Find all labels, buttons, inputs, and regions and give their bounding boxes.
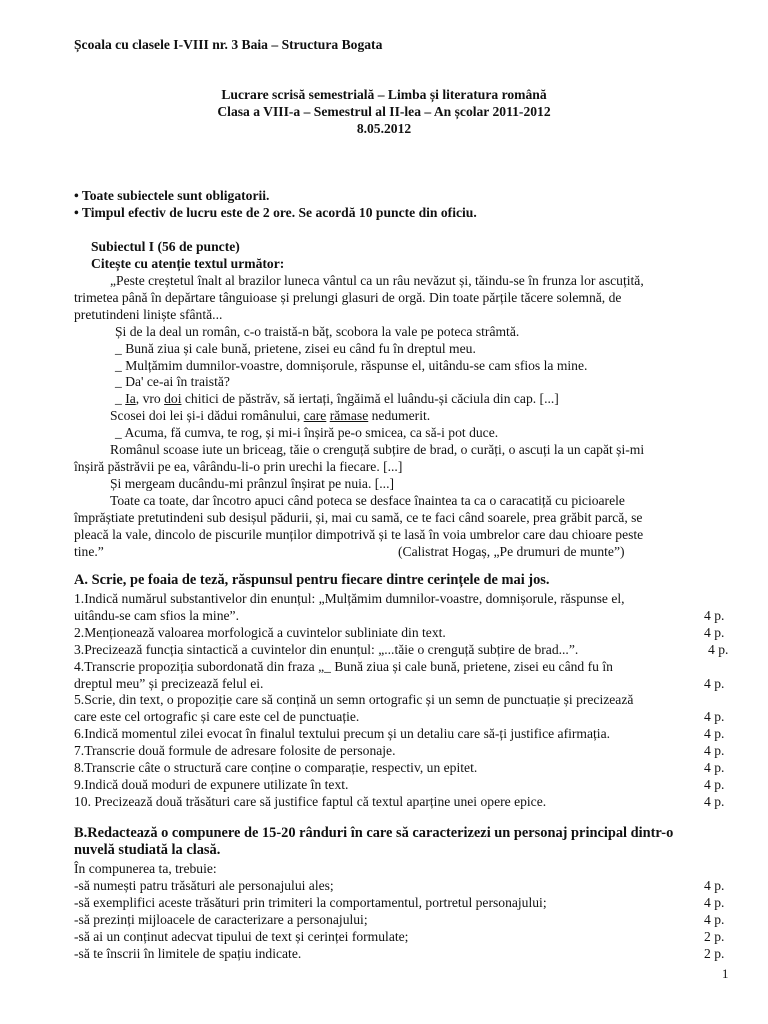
task-line: 8.Transcrie câte o structură care conține o comparație, respectiv, un epitet. (74, 760, 478, 775)
text-segment: nedumerit. (368, 408, 431, 423)
paper-subtitle: Clasa a VIII-a – Semestrul al II-lea – An școlar 2011-2012 (217, 104, 551, 119)
section-a-heading: A. Scrie, pe foaia de teză, răspunsul pentru fiecare dintre cerințele de mai jos. (74, 572, 550, 588)
subject-heading: Subiectul I (56 de puncte) (91, 239, 240, 254)
task-points: 4 p. (704, 743, 725, 758)
dialogue-line: _ Mulțămim dumnilor-voastre, domnișorule, răspunse el, uitându-se cam sfios la mine. (115, 358, 588, 373)
text-line: împrăștiate pretutindeni sub desișul pădurii, și, mai cu samă, ce te faci când soarele, prea grăbit parcă, se (74, 510, 643, 525)
criteria-points: 4 p. (704, 895, 725, 910)
criteria-line: -să ai un conținut adecvat tipului de text și cerinței formulate; (74, 929, 409, 944)
paper-title: Lucrare scrisă semestrială – Limba și literatura română (221, 87, 547, 102)
text-line: „Peste creștetul înalt al brazilor luneca vântul ca un râu nevăzut și, tăindu-se în frunza lor ascuțită, (110, 273, 644, 288)
task-line: 6.Indică momentul zilei evocat în finalul textului precum și un detaliu care să-ți justifice afirmația. (74, 726, 611, 741)
criteria-line: -să exemplifici aceste trăsături prin trimiteri la comportamentul, portretul personajului; (74, 895, 547, 910)
text-segment: , vro (135, 391, 165, 406)
task-points: 4 p. (704, 777, 725, 792)
task-points: 4 p. (704, 608, 725, 623)
dialogue-line: _ Bună ziua și cale bună, prietene, zisei eu când fu în dreptul meu. (115, 341, 476, 356)
text-segment: chitici de păstrăv, să iertați, îngăimă el luându-și căciula din cap. [...] (181, 391, 559, 406)
criteria-points: 4 p. (704, 912, 725, 927)
text-source: (Calistrat Hogaș, „Pe drumuri de munte”) (398, 544, 625, 559)
text-line: înșiră păstrăvii pe ea, vârându-li-o prin urechi la fiecare. [...] (74, 459, 403, 474)
task-line: 2.Menționează valoarea morfologică a cuvintelor subliniate din text. (74, 625, 446, 640)
task-points: 4 p. (704, 676, 725, 691)
task-line: 9.Indică două moduri de expunere utilizate în text. (74, 777, 349, 792)
text-line: Și de la deal un român, c-o traistă-n băț, scobora la vale pe poteca strâmtă. (115, 324, 520, 339)
underlined-word: rămase (329, 408, 369, 423)
underlined-word: care (303, 408, 327, 423)
criteria-line: -să numești patru trăsături ale personajului ales; (74, 878, 334, 893)
text-line: Românul scoase iute un briceag, tăie o crenguță subțire de brad, o curăți, o ascuți la un capăt și-mi (110, 442, 645, 457)
section-b-intro: În compunerea ta, trebuie: (74, 861, 217, 876)
rule-item: • Timpul efectiv de lucru este de 2 ore. Se acordă 10 puncte din oficiu. (74, 205, 477, 220)
section-b-heading: nuvelă studiată la clasă. (74, 842, 221, 858)
text-line: pretutindeni liniște sfântă... (74, 307, 223, 322)
criteria-line: -să te înscrii în limitele de spațiu indicate. (74, 946, 302, 961)
task-points: 4 p. (704, 794, 725, 809)
task-line: 1.Indică numărul substantivelor din enunțul: „Mulțămim dumnilor-voastre, domnișorule, răspunse el, (74, 591, 625, 606)
text-line: Și mergeam ducându-mi prânzul înșirat pe nuia. [...] (110, 476, 395, 491)
text-line: Toate ca toate, dar încotro apuci când poteca se desface înaintea ta ca o caracatiță cu picioarele (110, 493, 625, 508)
criteria-line: -să prezinți mijloacele de caracterizare a personajului; (74, 912, 368, 927)
criteria-points: 4 p. (704, 878, 725, 893)
paper-date: 8.05.2012 (356, 121, 412, 136)
task-line: 4.Transcrie propoziția subordonată din fraza „_ Bună ziua și cale bună, prietene, zisei eu când fu în (74, 659, 613, 674)
task-line: 7.Transcrie două formule de adresare folosite de personaje. (74, 743, 396, 758)
text-segment: _ (115, 391, 126, 406)
text-segment: Scosei doi lei și-i dădui românului, (110, 408, 304, 423)
text-line: pleacă la vale, dincolo de piscurile munților dimpotrivă și te lasă în voia umbrelor care dau chioare peste (74, 527, 644, 542)
underlined-word: Ia (125, 391, 136, 406)
subject-instruction: Citește cu atenție textul următor: (91, 256, 285, 271)
underlined-word: doi (164, 391, 182, 406)
dialogue-line: _ Acuma, fă cumva, te rog, și mi-i înșiră pe-o smicea, ca să-i pot duce. (115, 425, 499, 440)
task-line: uitându-se cam sfios la mine”. (74, 608, 239, 623)
dialogue-line: _ Da' ce-ai în traistă? (115, 374, 230, 389)
rule-item: • Toate subiectele sunt obligatorii. (74, 188, 270, 203)
dialogue-line (115, 390, 559, 407)
section-b-heading: B.Redactează o compunere de 15-20 rânduri în care să caracterizezi un personaj principal dintr-o (74, 825, 674, 841)
task-points: 4 p. (704, 709, 725, 724)
task-line: 3.Precizează funcția sintactică a cuvintelor din enunțul: „...tăie o crenguță subțire de brad...”. (74, 642, 579, 657)
text-line: trimetea până în depărtare tânguioase și prelungi glasuri de orgă. Din toate părțile tăcere solemnă, de (74, 290, 622, 305)
task-points: 4 p. (704, 760, 725, 775)
task-points: 4 p. (704, 726, 725, 741)
task-points: 4 p. (704, 625, 725, 640)
task-line: 10. Precizează două trăsături care să justifice faptul că textul aparține unei opere epice. (74, 794, 547, 809)
text-line (110, 407, 430, 424)
task-line: 5.Scrie, din text, o propoziție care să conțină un semn ortografic și un semn de punctuație și precizează (74, 692, 634, 707)
task-line: dreptul meu” și precizează felul ei. (74, 676, 264, 691)
task-points: 4 p. (708, 642, 729, 657)
text-line: tine.” (74, 544, 104, 559)
school-name: Școala cu clasele I-VIII nr. 3 Baia – Structura Bogata (74, 37, 383, 52)
page-number: 1 (722, 967, 729, 981)
criteria-points: 2 p. (704, 929, 725, 944)
criteria-points: 2 p. (704, 946, 725, 961)
task-line: care este cel ortografic și care este cel de punctuație. (74, 709, 360, 724)
